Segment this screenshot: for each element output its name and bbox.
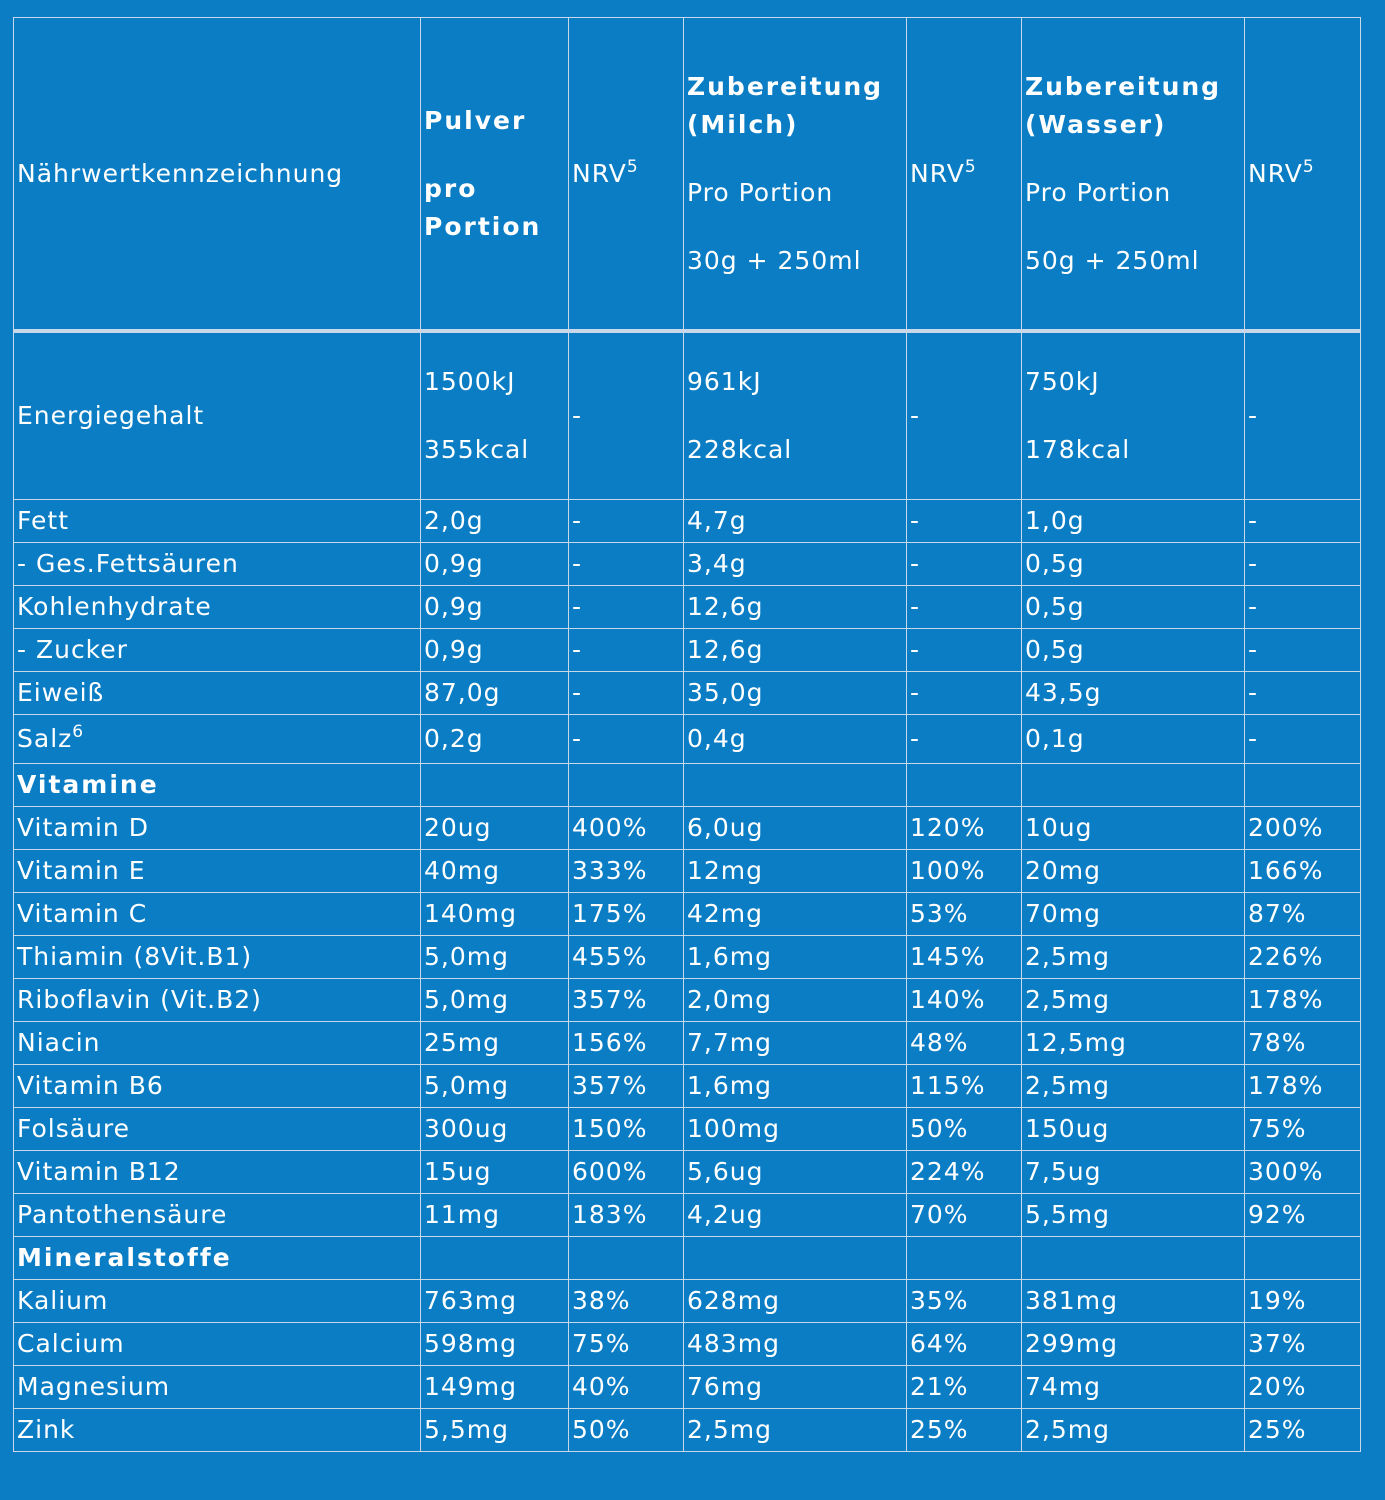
table-row (14, 850, 1361, 893)
empty-cell (907, 1237, 1022, 1280)
milch-nrv: 70% (907, 1194, 1022, 1237)
wasser-value: 10ug (1022, 807, 1245, 850)
wasser-value: 0,5g (1022, 629, 1245, 672)
header-row (14, 18, 1361, 332)
pulver-kj: 1500kJ (424, 367, 516, 396)
section-row-minerals (14, 1237, 1361, 1280)
milch-nrv: - (907, 331, 1022, 500)
table-row (14, 586, 1361, 629)
wasser-nrv: - (1245, 629, 1361, 672)
pulver-nrv: 40% (569, 1366, 684, 1409)
header-milch-amount: 30g + 250ml (687, 245, 862, 275)
wasser-value: 1,0g (1022, 500, 1245, 543)
mineral-rows (14, 1280, 1361, 1452)
header-title: Nährwertkennzeichnung (17, 158, 344, 188)
pulver-value: 11mg (421, 1194, 569, 1237)
milch-value: 2,5mg (684, 1409, 907, 1452)
pulver-value: 598mg (421, 1323, 569, 1366)
pulver-value: 25mg (421, 1022, 569, 1065)
milch-value: 1,6mg (684, 1065, 907, 1108)
milch-nrv: 35% (907, 1280, 1022, 1323)
table-row (14, 1151, 1361, 1194)
wasser-value: 299mg (1022, 1323, 1245, 1366)
empty-cell (684, 764, 907, 807)
pulver-value: 5,5mg (421, 1409, 569, 1452)
milch-nrv: - (907, 715, 1022, 764)
pulver-value: 87,0g (421, 672, 569, 715)
table-row (14, 1022, 1361, 1065)
header-pulver-sub: pro Portion (424, 173, 542, 241)
wasser-value: 12,5mg (1022, 1022, 1245, 1065)
header-wasser-sub: Pro Portion (1025, 177, 1172, 207)
row-label: Niacin (14, 1022, 421, 1065)
pulver-nrv: 400% (569, 807, 684, 850)
header-nrv-footnote: 5 (1302, 156, 1315, 177)
empty-cell (421, 764, 569, 807)
section-heading: Vitamine (14, 764, 421, 807)
wasser-nrv: 178% (1245, 979, 1361, 1022)
milch-nrv: - (907, 629, 1022, 672)
pulver-value: 0,2g (421, 715, 569, 764)
empty-cell (907, 764, 1022, 807)
row-label: Fett (14, 500, 421, 543)
milch-nrv: 100% (907, 850, 1022, 893)
wasser-nrv: 300% (1245, 1151, 1361, 1194)
pulver-nrv: 455% (569, 936, 684, 979)
milch-nrv: 120% (907, 807, 1022, 850)
milch-value: 4,7g (684, 500, 907, 543)
header-nrv-label: NRV (1248, 158, 1303, 188)
milch-value: 4,2ug (684, 1194, 907, 1237)
empty-cell (1245, 764, 1361, 807)
table-row (14, 1280, 1361, 1323)
pulver-value: 149mg (421, 1366, 569, 1409)
milch-value: 2,0mg (684, 979, 907, 1022)
wasser-nrv: - (1245, 543, 1361, 586)
pulver-nrv: - (569, 672, 684, 715)
pulver-value: 0,9g (421, 629, 569, 672)
wasser-kcal: 178kcal (1025, 435, 1131, 464)
header-nrv-label: NRV (910, 158, 965, 188)
table-row (14, 1108, 1361, 1151)
wasser-nrv: 166% (1245, 850, 1361, 893)
table-row (14, 1194, 1361, 1237)
pulver-nrv: - (569, 715, 684, 764)
wasser-nrv: - (1245, 715, 1361, 764)
milch-value: 1,6mg (684, 936, 907, 979)
table-row (14, 979, 1361, 1022)
pulver-nrv: 357% (569, 979, 684, 1022)
pulver-value: 5,0mg (421, 1065, 569, 1108)
header-nrv-label: NRV (572, 158, 627, 188)
milch-nrv: 25% (907, 1409, 1022, 1452)
milch-value: 483mg (684, 1323, 907, 1366)
milch-value: 12,6g (684, 586, 907, 629)
pulver-nrv: 150% (569, 1108, 684, 1151)
milch-nrv: 48% (907, 1022, 1022, 1065)
salt-footnote: 6 (72, 722, 85, 742)
wasser-value: 43,5g (1022, 672, 1245, 715)
row-label: Kalium (14, 1280, 421, 1323)
wasser-nrv: - (1245, 500, 1361, 543)
wasser-value: 381mg (1022, 1280, 1245, 1323)
table-row (14, 500, 1361, 543)
wasser-nrv: 200% (1245, 807, 1361, 850)
row-label: Magnesium (14, 1366, 421, 1409)
header-label-cell (14, 18, 421, 332)
row-label: Eiweiß (14, 672, 421, 715)
milch-value: 6,0ug (684, 807, 907, 850)
table-row (14, 893, 1361, 936)
pulver-nrv: 75% (569, 1323, 684, 1366)
wasser-value: 0,1g (1022, 715, 1245, 764)
milch-value: 76mg (684, 1366, 907, 1409)
milch-nrv: - (907, 543, 1022, 586)
row-label: Riboflavin (Vit.B2) (14, 979, 421, 1022)
row-label: Vitamin E (14, 850, 421, 893)
pulver-nrv: 357% (569, 1065, 684, 1108)
pulver-nrv: - (569, 586, 684, 629)
wasser-value: 20mg (1022, 850, 1245, 893)
header-pulver-cell (421, 18, 569, 332)
wasser-value: 150ug (1022, 1108, 1245, 1151)
wasser-nrv: 19% (1245, 1280, 1361, 1323)
row-label: Folsäure (14, 1108, 421, 1151)
milch-value: 3,4g (684, 543, 907, 586)
pulver-value: 15ug (421, 1151, 569, 1194)
wasser-kj: 750kJ (1025, 367, 1100, 396)
milch-nrv: 53% (907, 893, 1022, 936)
row-label: Vitamin B12 (14, 1151, 421, 1194)
empty-cell (569, 764, 684, 807)
pulver-value: 0,9g (421, 543, 569, 586)
header-wasser-amount: 50g + 250ml (1025, 245, 1200, 275)
pulver-nrv: 50% (569, 1409, 684, 1452)
salt-row (14, 715, 1361, 764)
milch-nrv: 224% (907, 1151, 1022, 1194)
pulver-nrv: - (569, 500, 684, 543)
wasser-nrv: - (1245, 586, 1361, 629)
row-label: Vitamin B6 (14, 1065, 421, 1108)
milch-nrv: 21% (907, 1366, 1022, 1409)
pulver-value: 5,0mg (421, 979, 569, 1022)
milch-kcal: 228kcal (687, 435, 793, 464)
milch-value: 12mg (684, 850, 907, 893)
milch-nrv: - (907, 586, 1022, 629)
header-wasser-title: Zubereitung (Wasser) (1025, 71, 1222, 139)
pulver-value: 2,0g (421, 500, 569, 543)
row-label: Energiegehalt (14, 331, 421, 500)
nutrition-table (13, 17, 1361, 1452)
empty-cell (1022, 764, 1245, 807)
pulver-value: 300ug (421, 1108, 569, 1151)
pulver-value: 20ug (421, 807, 569, 850)
row-label: Vitamin C (14, 893, 421, 936)
milch-value: 0,4g (684, 715, 907, 764)
table-row (14, 1409, 1361, 1452)
header-milch-cell (684, 18, 907, 332)
row-label: - Zucker (14, 629, 421, 672)
table-row (14, 936, 1361, 979)
table-row (14, 1065, 1361, 1108)
pulver-value: 40mg (421, 850, 569, 893)
wasser-nrv: 75% (1245, 1108, 1361, 1151)
milch-value: 100mg (684, 1108, 907, 1151)
header-nrv-footnote: 5 (626, 156, 639, 177)
wasser-nrv: 78% (1245, 1022, 1361, 1065)
pulver-nrv: 175% (569, 893, 684, 936)
milch-value: 35,0g (684, 672, 907, 715)
pulver-nrv: 156% (569, 1022, 684, 1065)
pulver-nrv: - (569, 629, 684, 672)
pulver-nrv: 600% (569, 1151, 684, 1194)
pulver-nrv: - (569, 543, 684, 586)
wasser-nrv: 226% (1245, 936, 1361, 979)
milch-value (684, 331, 907, 500)
row-label: Vitamin D (14, 807, 421, 850)
wasser-nrv: 87% (1245, 893, 1361, 936)
pulver-value: 5,0mg (421, 936, 569, 979)
wasser-value: 70mg (1022, 893, 1245, 936)
pulver-kcal: 355kcal (424, 435, 530, 464)
pulver-value (421, 331, 569, 500)
wasser-value: 2,5mg (1022, 979, 1245, 1022)
milch-nrv: 145% (907, 936, 1022, 979)
table-row (14, 672, 1361, 715)
header-milch-sub: Pro Portion (687, 177, 834, 207)
milch-value: 7,7mg (684, 1022, 907, 1065)
wasser-value: 5,5mg (1022, 1194, 1245, 1237)
wasser-value: 2,5mg (1022, 936, 1245, 979)
milch-nrv: 64% (907, 1323, 1022, 1366)
table-row (14, 1366, 1361, 1409)
wasser-nrv: - (1245, 672, 1361, 715)
header-nrv-footnote: 5 (964, 156, 977, 177)
header-wasser-cell (1022, 18, 1245, 332)
wasser-nrv: 20% (1245, 1366, 1361, 1409)
row-label: Kohlenhydrate (14, 586, 421, 629)
wasser-value: 7,5ug (1022, 1151, 1245, 1194)
milch-value: 5,6ug (684, 1151, 907, 1194)
milch-nrv: - (907, 500, 1022, 543)
row-label: Zink (14, 1409, 421, 1452)
milch-value: 42mg (684, 893, 907, 936)
wasser-nrv: - (1245, 331, 1361, 500)
row-label: Thiamin (8Vit.B1) (14, 936, 421, 979)
wasser-value: 2,5mg (1022, 1409, 1245, 1452)
salt-label: Salz (17, 724, 73, 753)
milch-nrv: 140% (907, 979, 1022, 1022)
wasser-value: 0,5g (1022, 543, 1245, 586)
wasser-value (1022, 331, 1245, 500)
energy-row (14, 331, 1361, 500)
wasser-value: 0,5g (1022, 586, 1245, 629)
section-row-vitamins (14, 764, 1361, 807)
milch-value: 628mg (684, 1280, 907, 1323)
empty-cell (684, 1237, 907, 1280)
wasser-value: 2,5mg (1022, 1065, 1245, 1108)
empty-cell (1245, 1237, 1361, 1280)
table-row (14, 807, 1361, 850)
milch-nrv: - (907, 672, 1022, 715)
row-label (14, 715, 421, 764)
table-row (14, 1323, 1361, 1366)
row-label: - Ges.Fettsäuren (14, 543, 421, 586)
header-milch-title: Zubereitung (Milch) (687, 71, 884, 139)
wasser-value: 74mg (1022, 1366, 1245, 1409)
empty-cell (1022, 1237, 1245, 1280)
milch-value: 12,6g (684, 629, 907, 672)
wasser-nrv: 178% (1245, 1065, 1361, 1108)
wasser-nrv: 25% (1245, 1409, 1361, 1452)
row-label: Calcium (14, 1323, 421, 1366)
pulver-nrv: 333% (569, 850, 684, 893)
vitamin-rows (14, 807, 1361, 1237)
pulver-nrv: - (569, 331, 684, 500)
pulver-value: 763mg (421, 1280, 569, 1323)
header-nrv-cell (569, 18, 684, 332)
row-label: Pantothensäure (14, 1194, 421, 1237)
milch-nrv: 50% (907, 1108, 1022, 1151)
milch-kj: 961kJ (687, 367, 762, 396)
header-nrv-cell (1245, 18, 1361, 332)
wasser-nrv: 92% (1245, 1194, 1361, 1237)
pulver-nrv: 183% (569, 1194, 684, 1237)
table-row (14, 543, 1361, 586)
pulver-nrv: 38% (569, 1280, 684, 1323)
empty-cell (421, 1237, 569, 1280)
milch-nrv: 115% (907, 1065, 1022, 1108)
wasser-nrv: 37% (1245, 1323, 1361, 1366)
section-heading: Mineralstoffe (14, 1237, 421, 1280)
table-row (14, 629, 1361, 672)
empty-cell (569, 1237, 684, 1280)
header-pulver-title: Pulver (424, 105, 527, 135)
header-nrv-cell (907, 18, 1022, 332)
pulver-value: 0,9g (421, 586, 569, 629)
pulver-value: 140mg (421, 893, 569, 936)
